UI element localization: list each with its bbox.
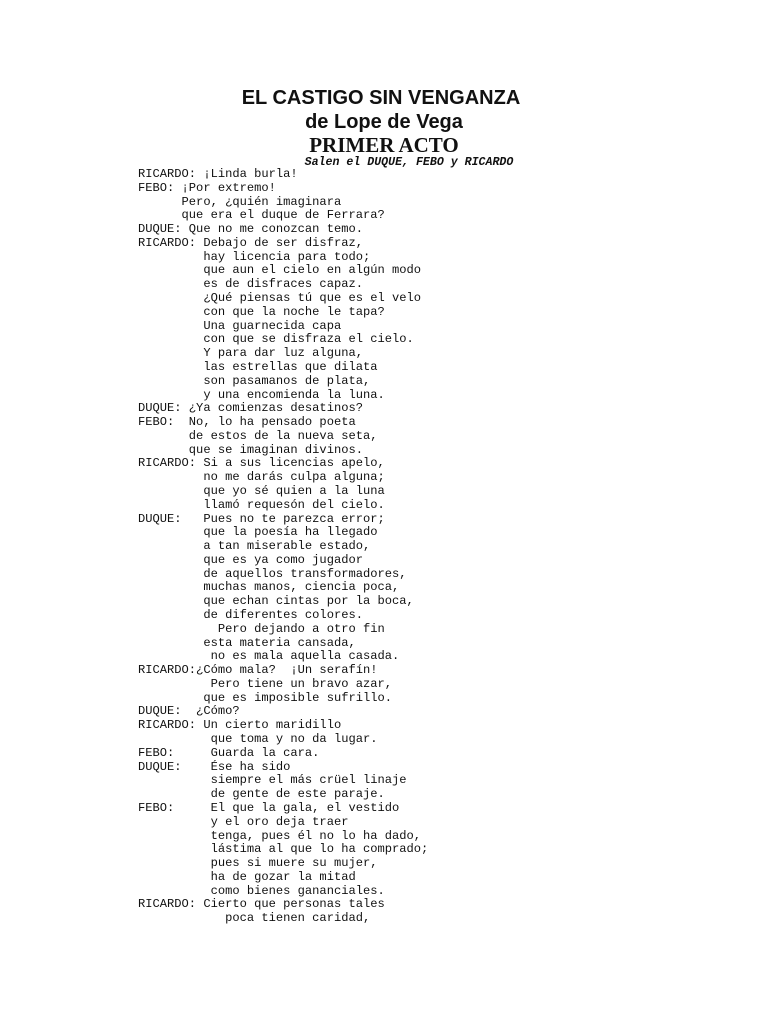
script-line: llamó requesón del cielo.	[138, 497, 385, 512]
script-line: que es imposible sufrillo.	[138, 690, 393, 705]
script-line: que era el duque de Ferrara?	[138, 208, 385, 223]
script-line: DUQUE: Pues no te parezca error;	[138, 511, 385, 526]
script-line: Y para dar luz alguna,	[138, 346, 363, 361]
script-line: DUQUE: Ése ha sido	[138, 759, 291, 774]
script-line: con que la noche le tapa?	[138, 304, 385, 319]
script-line: y una encomienda la luna.	[138, 387, 385, 402]
script-line: que es ya como jugador	[138, 552, 363, 567]
stage-direction: Salen el DUQUE, FEBO y RICARDO	[304, 156, 514, 169]
script-line: RICARDO: Si a sus licencias apelo,	[138, 456, 385, 471]
script-line: Pero tiene un bravo azar,	[138, 676, 393, 691]
script-line: que echan cintas por la boca,	[138, 594, 414, 609]
script-line: que toma y no da lugar.	[138, 732, 378, 747]
script-line: con que se disfraza el cielo.	[138, 332, 414, 347]
script-line: FEBO: No, lo ha pensado poeta	[138, 415, 356, 430]
script-line: las estrellas que dilata	[138, 359, 378, 374]
script-line: y el oro deja traer	[138, 814, 349, 829]
script-line: pues si muere su mujer,	[138, 856, 378, 871]
script-line: son pasamanos de plata,	[138, 373, 371, 388]
script-line: Una guarnecida capa	[138, 318, 342, 333]
script-line: RICARDO: Un cierto maridillo	[138, 718, 342, 733]
script-line: a tan miserable estado,	[138, 539, 371, 554]
script-line: DUQUE: ¿Cómo?	[138, 704, 240, 719]
script-line: ¿Qué piensas tú que es el velo	[138, 291, 422, 306]
script-line: como bienes gananciales.	[138, 883, 385, 898]
script-line: RICARDO: Debajo de ser disfraz,	[138, 235, 363, 250]
script-line: DUQUE: ¿Ya comienzas desatinos?	[138, 401, 363, 416]
script-line: Pero dejando a otro fin	[138, 621, 385, 636]
script-line: lástima al que lo ha comprado;	[138, 842, 429, 857]
script-line: que aun el cielo en algún modo	[138, 263, 422, 278]
script-line: es de disfraces capaz.	[138, 277, 363, 292]
script-line: que yo sé quien a la luna	[138, 483, 385, 498]
script-line: FEBO: El que la gala, el vestido	[138, 800, 400, 815]
script-line: FEBO: ¡Por extremo!	[138, 180, 276, 195]
script-line: muchas manos, ciencia poca,	[138, 580, 400, 595]
act-heading: PRIMER ACTO	[309, 133, 459, 157]
script-line: DUQUE: Que no me conozcan temo.	[138, 222, 363, 237]
author-line: de Lope de Vega	[305, 111, 463, 133]
script-text	[138, 168, 658, 926]
script-line: RICARDO:¿Cómo mala? ¡Un serafín!	[138, 663, 378, 678]
script-line: de diferentes colores.	[138, 608, 363, 622]
script-line: ha de gozar la mitad	[138, 869, 356, 884]
script-line: RICARDO: Cierto que personas tales	[138, 897, 385, 912]
script-line: de aquellos transformadores,	[138, 566, 407, 581]
script-line: no es mala aquella casada.	[138, 649, 400, 664]
script-line: RICARDO: ¡Linda burla!	[138, 167, 298, 181]
script-line: no me darás culpa alguna;	[138, 470, 385, 485]
script-line: hay licencia para todo;	[138, 249, 371, 264]
script-line: FEBO: Guarda la cara.	[138, 745, 320, 760]
script-line: de estos de la nueva seta,	[138, 428, 378, 443]
script-line: que se imaginan divinos.	[138, 442, 363, 457]
play-title: EL CASTIGO SIN VENGANZA	[241, 87, 521, 109]
script-line: poca tienen caridad,	[138, 911, 371, 926]
script-line: tenga, pues él no lo ha dado,	[138, 828, 422, 843]
script-line: esta materia cansada,	[138, 635, 356, 650]
script-line: que la poesía ha llegado	[138, 525, 378, 540]
script-line: Pero, ¿quién imaginara	[138, 194, 342, 209]
script-line: siempre el más crüel linaje	[138, 773, 407, 788]
script-line: de gente de este paraje.	[138, 787, 385, 802]
